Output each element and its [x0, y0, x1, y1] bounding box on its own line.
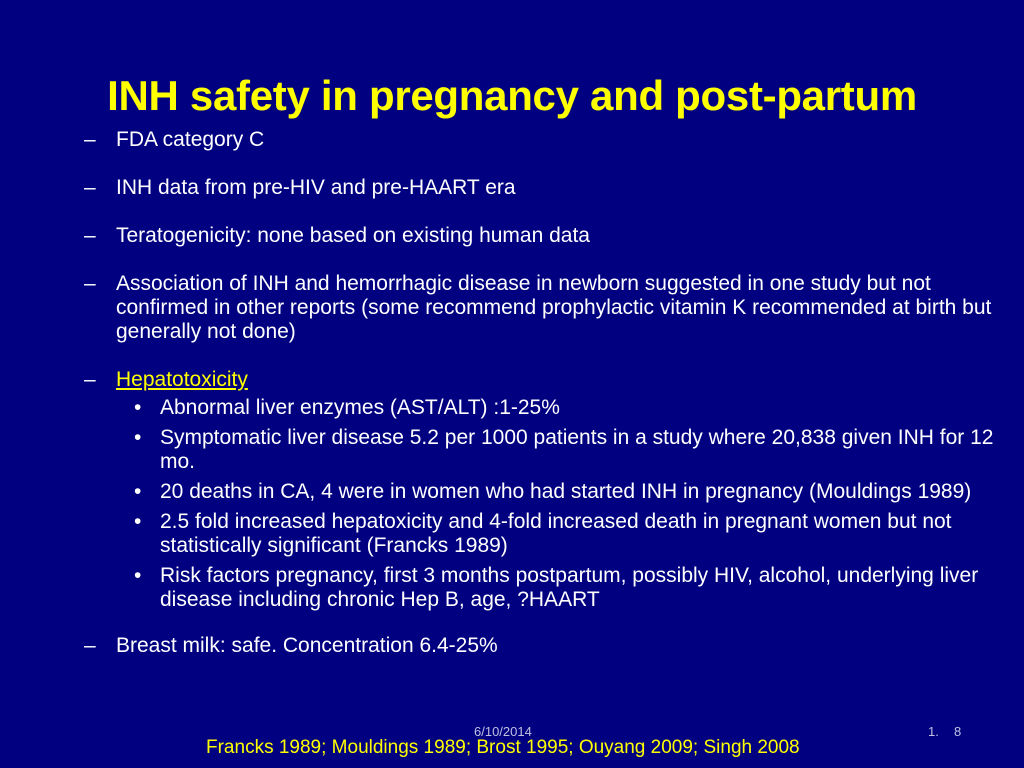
sub-list-item-text: Abnormal liver enzymes (AST/ALT) :1-25%	[160, 396, 560, 419]
sub-list-item	[116, 510, 1004, 558]
sub-list-item	[116, 396, 1004, 420]
list-item	[84, 176, 1004, 200]
dash-marker: –	[84, 368, 96, 391]
hepatotoxicity-link[interactable]: Hepatotoxicity	[116, 368, 248, 391]
dash-marker: –	[84, 634, 96, 657]
list-item-text: Teratogenicity: none based on existing human data	[116, 224, 590, 247]
sub-list-item-text: 20 deaths in CA, 4 were in women who had started INH in pregnancy (Mouldings 1989)	[160, 480, 972, 503]
references: Francks 1989; Mouldings 1989; Brost 1995; Ouyang 2009; Singh 2008	[206, 737, 800, 758]
list-item	[84, 634, 1004, 658]
list-item-hepatotoxicity	[84, 368, 1004, 612]
list-item-text: Breast milk: safe. Concentration 6.4-25%	[116, 634, 498, 657]
list-item	[84, 128, 1004, 152]
bullet-list	[84, 128, 1004, 682]
list-item	[84, 224, 1004, 248]
list-item-text: Association of INH and hemorrhagic disease in newborn suggested in one study but not confirmed in other reports (some recommend prophylactic vitamin K recommended at birth but generally not done)	[116, 272, 992, 343]
sub-list-item-text: 2.5 fold increased hepatoxicity and 4-fold increased death in pregnant women but not statistically significant (Francks 1989)	[160, 510, 952, 557]
sub-list-item	[116, 564, 1004, 612]
list-item-text: INH data from pre-HIV and pre-HAART era	[116, 176, 516, 199]
dash-marker: –	[84, 128, 96, 151]
sub-list-item-text: Symptomatic liver disease 5.2 per 1000 patients in a study where 20,838 given INH for 12 mo.	[160, 426, 994, 473]
list-item	[84, 272, 1004, 344]
slide-title: INH safety in pregnancy and post-partum	[107, 72, 917, 119]
bullet-marker: •	[134, 564, 142, 587]
list-item-text: FDA category C	[116, 128, 265, 151]
dash-marker: –	[84, 176, 96, 199]
footer-date: 6/10/2014	[474, 724, 532, 739]
bullet-marker: •	[134, 480, 142, 503]
sub-bullet-list	[116, 396, 1004, 612]
sub-list-item-text: Risk factors pregnancy, first 3 months postpartum, possibly HIV, alcohol, underlying liver disease including chronic Hep B, age, ?HAART	[160, 564, 979, 611]
bullet-marker: •	[134, 396, 142, 419]
bullet-marker: •	[134, 510, 142, 533]
sub-list-item	[116, 480, 1004, 504]
footer-number-label: 1.	[928, 724, 939, 739]
sub-list-item	[116, 426, 1004, 474]
footer-page-number: 8	[954, 724, 962, 739]
bullet-marker: •	[134, 426, 142, 449]
dash-marker: –	[84, 224, 96, 247]
dash-marker: –	[84, 272, 96, 295]
